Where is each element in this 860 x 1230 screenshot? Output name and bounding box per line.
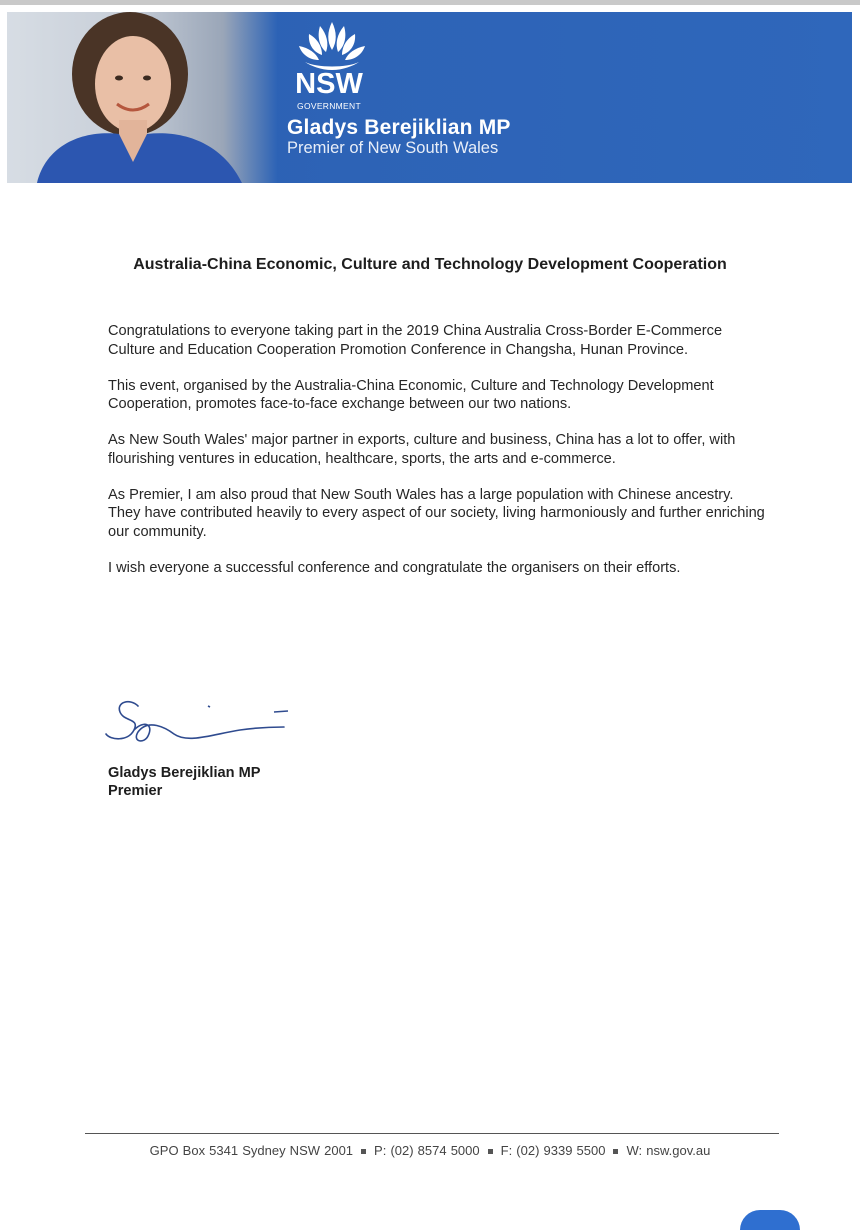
banner-role: Premier of New South Wales — [287, 139, 499, 157]
letter-body — [108, 322, 768, 595]
paragraph: As Premier, I am also proud that New South Wales has a large population with Chinese ancestry. They have contributed heavily to every aspect of our society, living harmoniously and further enriching our community. — [108, 486, 765, 540]
corner-badge-fragment — [740, 1210, 800, 1230]
bullet-separator-icon — [613, 1149, 618, 1154]
signatory-name: Gladys Berejiklian MP — [108, 765, 261, 781]
footer-contact — [0, 1143, 860, 1158]
paragraph: This event, organised by the Australia-China Economic, Culture and Technology Development Cooperation, promotes face-to-face exchange between our two nations. — [108, 377, 714, 412]
letter-title: Australia-China Economic, Culture and Technology Development Cooperation — [133, 256, 727, 273]
premier-portrait — [7, 12, 277, 183]
paragraph: As New South Wales' major partner in exports, culture and business, China has a lot to offer, with flourishing ventures in education, healthcare, sports, the arts and e-commerce. — [108, 432, 736, 467]
footer-fax: F: (02) 9339 5500 — [500, 1143, 606, 1158]
paragraph: Congratulations to everyone taking part in the 2019 China Australia Cross-Border E-Commerce Culture and Education Cooperation Promotion Conference in Changsha, Hunan Province. — [108, 323, 723, 358]
footer-web: W: nsw.gov.au — [626, 1143, 711, 1158]
bullet-separator-icon — [488, 1149, 493, 1154]
handwritten-signature — [104, 694, 294, 750]
bullet-separator-icon — [361, 1149, 366, 1154]
footer-phone: P: (02) 8574 5000 — [374, 1143, 480, 1158]
nsw-wordmark: NSW — [295, 68, 363, 100]
footer-address: GPO Box 5341 Sydney NSW 2001 — [149, 1143, 354, 1158]
footer-divider — [85, 1133, 779, 1134]
government-label: GOVERNMENT — [297, 101, 361, 111]
paragraph: I wish everyone a successful conference and congratulate the organisers on their efforts. — [108, 559, 681, 576]
signatory-role: Premier — [108, 783, 163, 799]
banner-name: Gladys Berejiklian MP — [287, 116, 511, 139]
letterhead-banner — [7, 12, 852, 183]
top-strip — [0, 0, 860, 5]
